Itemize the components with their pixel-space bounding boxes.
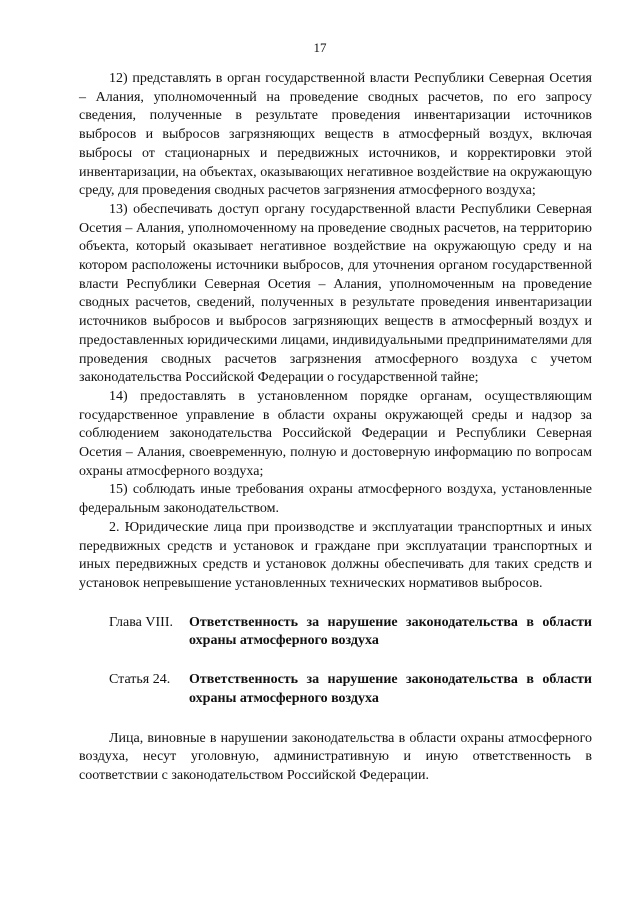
paragraph-item-13: 13) обеспечивать доступ органу государственной власти Республики Северная Осетия – Алания, уполномоченному на проведение сводных расчетов, на территорию объекта, который оказывает негативное воздействие на окружающую среду и на котором расположены источники выбросов, для уточнения органом государственной власти Республики Северная Осетия – Алания, уполномоченным на проведение сводных расчетов, сведений, полученных в результате проведения инвентаризации источников выбросов и выбросов загрязняющих веществ в атмосферный воздух и предоставленных юридическими лицами, индивидуальными предпринимателями для проведения сводных расчетов загрязнения атмосферного воздуха с учетом законодательства Российской Федерации о государственной тайне; <box>79 201 592 386</box>
page-number: 17 <box>313 40 327 55</box>
article-24-text: Лица, виновные в нарушении законодательства в области охраны атмосферного воздуха, несут уголовную, административную и иную ответственность в соответствии с законодательством Российской Федерации. <box>79 730 592 783</box>
document-body <box>79 70 592 786</box>
paragraph-item-12: 12) представлять в орган государственной власти Республики Северная Осетия – Алания, уполномоченный на проведение сводных расчетов, по его запросу сведения, полученные в результате проведения инвентаризации источников выбросов и выбросов загрязняющих веществ в атмосферный воздух, включая выбросы от стационарных и передвижных источников, и корректировки этой инвентаризации, на объектах, оказывающих негативное воздействие на окружающую среду, для проведения сводных расчетов загрязнения атмосферного воздуха; <box>79 71 592 199</box>
article-heading <box>79 671 592 708</box>
chapter-title: Ответственность за нарушение законодательства в области охраны атмосферного воздуха <box>189 614 592 649</box>
chapter-heading <box>79 614 592 651</box>
chapter-label: Глава VIII. <box>109 614 173 630</box>
article-title: Ответственность за нарушение законодательства в области охраны атмосферного воздуха <box>189 672 592 706</box>
article-label: Статья 24. <box>109 672 171 688</box>
paragraph-section-2: 2. Юридические лица при производстве и эксплуатации транспортных и иных передвижных средств и установок и граждане при эксплуатации транспортных и иных передвижных средств и установок должны обеспечивать для таких средств и установок непревышение установленных технических нормативов выбросов. <box>79 519 592 591</box>
paragraph-item-14: 14) предоставлять в установленном порядке органам, осуществляющим государственное управление в области охраны окружающей среды и надзор за соблюдением законодательства Российской Федерации и Республики Северная Осетия – Алания, своевременную, полную и достоверную информацию по вопросам охраны атмосферного воздуха; <box>79 388 592 479</box>
paragraph-item-15: 15) соблюдать иные требования охраны атмосферного воздуха, установленные федеральным законодательством. <box>79 482 592 517</box>
